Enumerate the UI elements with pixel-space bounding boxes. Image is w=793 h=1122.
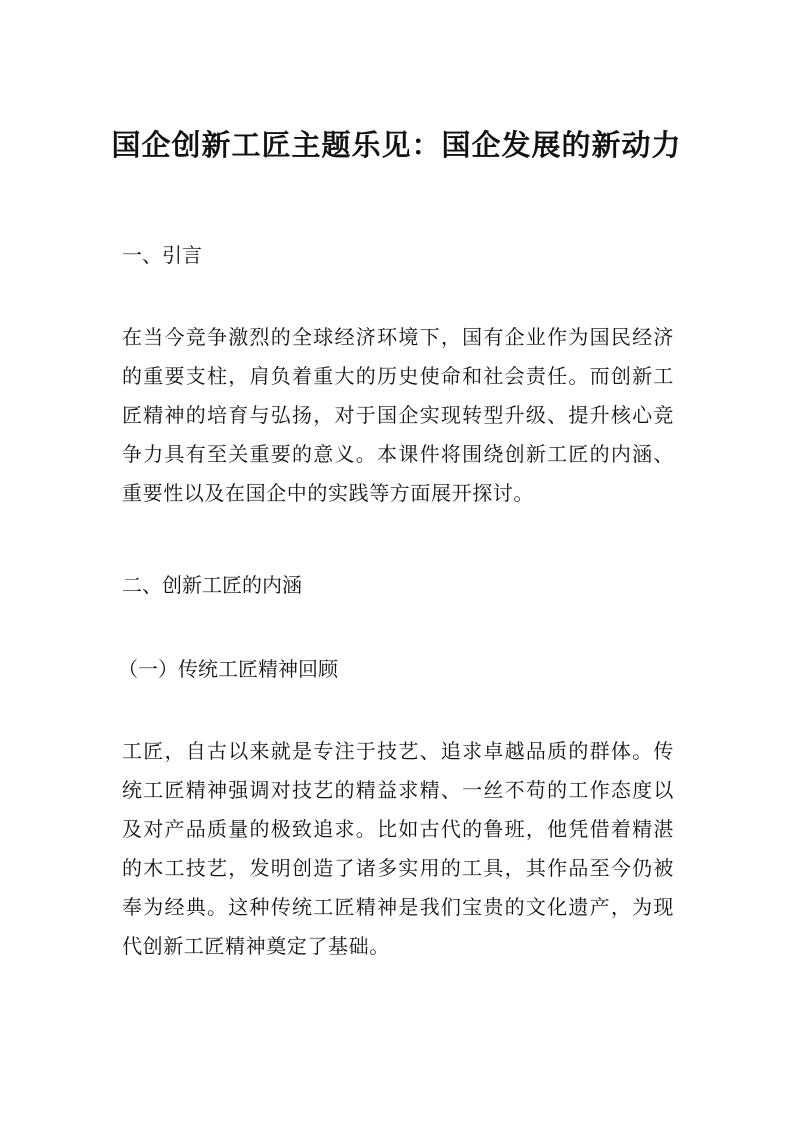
section-heading-introduction: 一、引言	[122, 243, 202, 267]
subsection-heading-traditional-spirit: （一）传统工匠精神回顾	[118, 657, 338, 681]
section-heading-connotation: 二、创新工匠的内涵	[122, 573, 302, 597]
document-title: 国企创新工匠主题乐见：国企发展的新动力	[111, 128, 682, 162]
traditional-spirit-paragraph: 工匠，自古以来就是专注于技艺、追求卓越品质的群体。传统工匠精神强调对技艺的精益求精、一丝不苟的工作态度以及对产品质量的极致追求。比如古代的鲁班，他凭借着精湛的木工技艺，发明创造了诸多实用的工具，其作品至今仍被奉为经典。这种传统工匠精神是我们宝贵的文化遗产，为现代创新工匠精神奠定了基础。	[122, 739, 674, 958]
introduction-paragraph: 在当今竞争激烈的全球经济环境下，国有企业作为国民经济的重要支柱，肩负着重大的历史使命和社会责任。而创新工匠精神的培育与弘扬，对于国企实现转型升级、提升核心竞争力具有至关重要的意义。本课件将围绕创新工匠的内涵、重要性以及在国企中的实践等方面展开探讨。	[122, 325, 674, 505]
